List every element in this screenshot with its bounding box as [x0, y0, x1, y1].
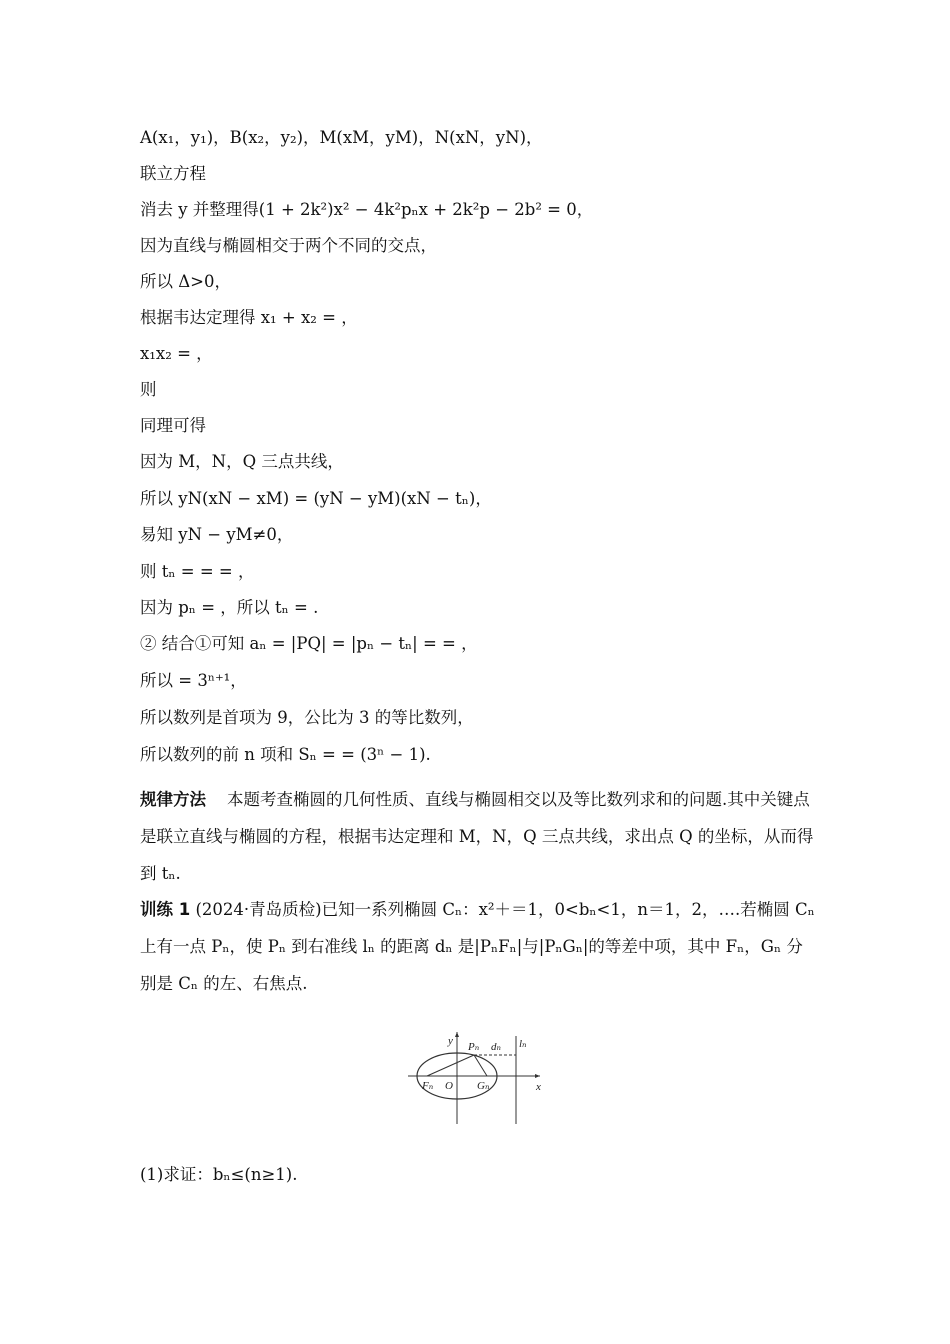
exercise-text: (2024·青岛质检)已知一系列椭圆 Cₙ：x²＋＝1，0<bₙ<1，n＝1，2，….若椭圆 Cₙ 上有一点 Pₙ，使 Pₙ 到右准线 lₙ 的距离 dₙ 是|PₙFₙ|与|PₙGₙ|的等差中项，其中 Fₙ，Gₙ 分别是 Cₙ 的左、右焦点. — [140, 900, 815, 993]
text-line: ② 结合①可知 aₙ = |PQ| = |pₙ − tₙ| = = ， — [140, 634, 478, 653]
text-line: 所以 Δ>0， — [140, 272, 231, 291]
x-axis-arrow-icon — [535, 1074, 540, 1078]
text-line: x₁x₂ = ， — [140, 344, 213, 363]
text-line: 因为 M，N，Q 三点共线， — [140, 452, 344, 471]
origin-label: O — [445, 1080, 453, 1092]
text-line: 则 — [140, 380, 157, 399]
text-line: 则 tₙ = = = ， — [140, 562, 255, 581]
text-line: 消去 y 并整理得(1 + 2k²)x² − 4k²pₙx + 2k²p − 2b² = 0， — [140, 200, 594, 219]
segment-pg — [474, 1055, 487, 1076]
text-line: 所以数列的前 n 项和 Sₙ = = (3ⁿ − 1). — [140, 745, 431, 764]
point-p-label: Pₙ — [468, 1041, 480, 1053]
text-line: 因为 pₙ = ，所以 tₙ = . — [140, 598, 319, 617]
y-axis-arrow-icon — [455, 1032, 459, 1037]
question-1: (1)求证：bₙ≤(n≥1). — [140, 1165, 298, 1184]
text-line: 同理可得 — [140, 416, 206, 435]
distance-label: dₙ — [491, 1041, 501, 1053]
y-axis-label: y — [448, 1035, 453, 1047]
text-line: 所以数列是首项为 9，公比为 3 的等比数列， — [140, 708, 474, 727]
method-paragraph — [140, 781, 816, 892]
text-line: A(x₁，y₁)，B(x₂，y₂)，M(xM，yM)，N(xN，yN)， — [140, 128, 543, 147]
method-label: 规律方法 — [140, 790, 206, 809]
directrix-label: lₙ — [519, 1038, 527, 1050]
exercise-paragraph — [140, 891, 816, 1002]
text-line: 易知 yN − yM≠0， — [140, 525, 294, 544]
x-axis-label: x — [536, 1081, 541, 1093]
text-line: 所以 yN(xN − xM) = (yN − yM)(xN − tₙ)， — [140, 489, 492, 508]
method-text: 本题考查椭圆的几何性质、直线与椭圆相交以及等比数列求和的问题.其中关键点是联立直线与椭圆的方程，根据韦达定理和 M，N，Q 三点共线，求出点 Q 的坐标，从而得到 tₙ. — [140, 790, 814, 883]
text-line: 根据韦达定理得 x₁ + x₂ = ， — [140, 308, 358, 327]
exercise-label: 训练 1 — [140, 900, 191, 919]
text-line: 因为直线与椭圆相交于两个不同的交点， — [140, 236, 437, 255]
focus-left-label: Fₙ — [422, 1080, 434, 1092]
focus-right-label: Gₙ — [477, 1080, 490, 1092]
text-line: 联立方程 — [140, 164, 206, 183]
ellipse-figure — [400, 1028, 550, 1128]
segment-pf — [427, 1055, 474, 1076]
text-line: 所以 = 3ⁿ⁺¹， — [140, 671, 247, 690]
